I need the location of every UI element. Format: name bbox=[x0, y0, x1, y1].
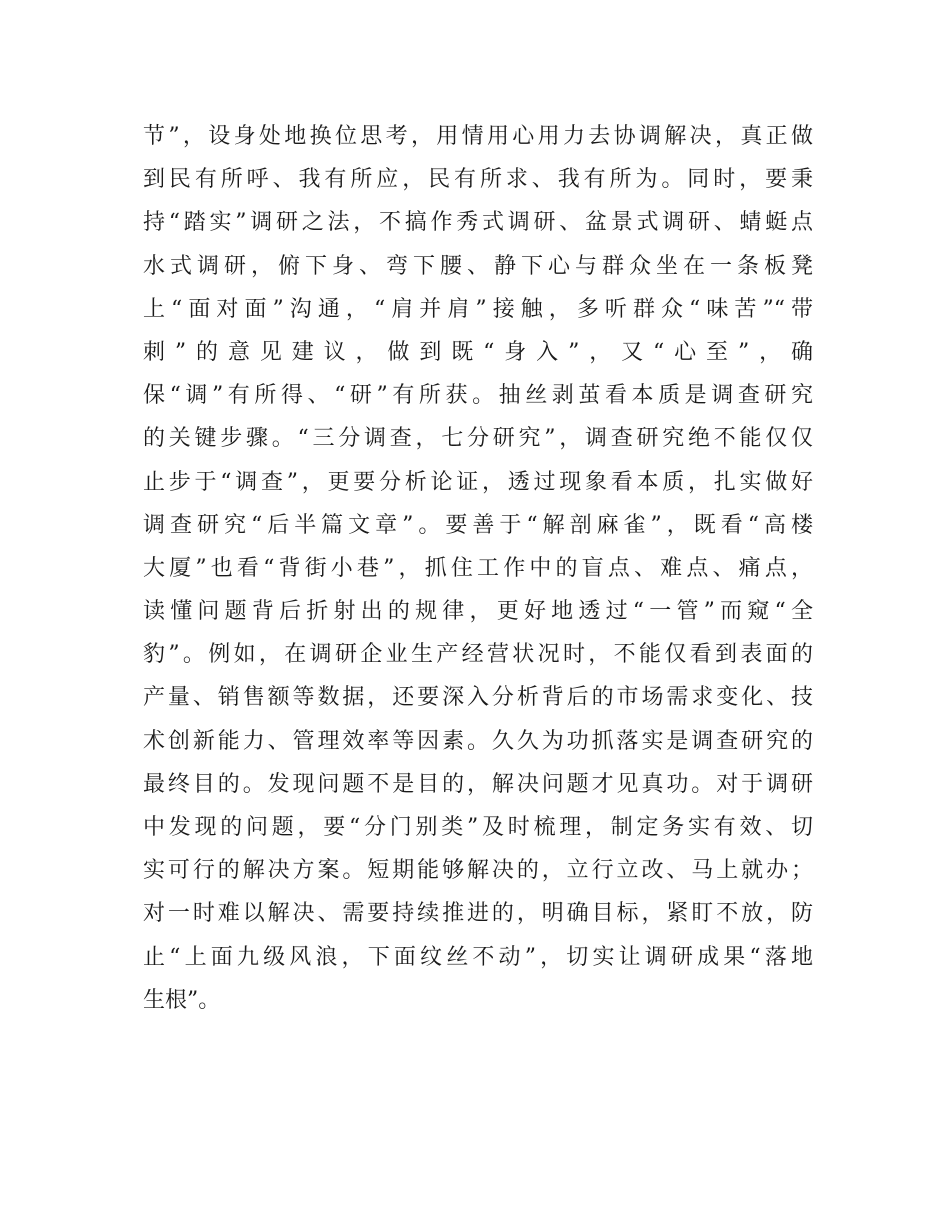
text-line: 节”，设身处地换位思考，用情用心用力去协调解决，真正做 bbox=[143, 124, 813, 149]
body-paragraph bbox=[143, 115, 813, 1022]
text-line: 产量、销售额等数据，还要深入分析背后的市场需求变化、技 bbox=[143, 685, 813, 711]
text-line: 刺”的意见建议，做到既“身入”，又“心至”，确 bbox=[143, 339, 813, 365]
text-line: 水式调研，俯下身、弯下腰、静下心与群众坐在一条板凳 bbox=[143, 253, 813, 279]
text-line: 实可行的解决方案。短期能够解决的，立行立改、马上就办； bbox=[143, 858, 813, 884]
text-line: 豹”。例如，在调研企业生产经营状况时，不能仅看到表面的 bbox=[143, 642, 813, 668]
text-line: 到民有所呼、我有所应，民有所求、我有所为。同时，要秉 bbox=[143, 167, 813, 193]
text-line: 中发现的问题，要“分门别类”及时梳理，制定务实有效、切 bbox=[143, 815, 813, 840]
text-line: 生根”。 bbox=[143, 987, 221, 1013]
text-line: 调查研究“后半篇文章”。要善于“解剖麻雀”，既看“高楼 bbox=[143, 512, 813, 538]
text-line: 的关键步骤。“三分调查，七分研究”，调查研究绝不能仅仅 bbox=[143, 426, 813, 452]
text-line: 止“上面九级风浪，下面纹丝不动”，切实让调研成果“落地 bbox=[143, 944, 813, 970]
text-line: 持“踏实”调研之法，不搞作秀式调研、盆景式调研、蜻蜓点 bbox=[143, 210, 813, 236]
text-line: 保“调”有所得、“研”有所获。抽丝剥茧看本质是调查研究 bbox=[143, 383, 813, 409]
text-line: 最终目的。发现问题不是目的，解决问题才见真功。对于调研 bbox=[143, 771, 813, 797]
text-line: 大厦”也看“背街小巷”，抓住工作中的盲点、难点、痛点， bbox=[143, 555, 813, 581]
text-line: 读懂问题背后折射出的规律，更好地透过“一管”而窥“全 bbox=[143, 599, 813, 625]
text-line: 上“面对面”沟通，“肩并肩”接触，多听群众“味苦”“带 bbox=[143, 296, 813, 322]
text-line: 对一时难以解决、需要持续推进的，明确目标，紧盯不放，防 bbox=[143, 901, 813, 927]
text-line: 止步于“调查”，更要分析论证，透过现象看本质，扎实做好 bbox=[143, 469, 813, 495]
text-line: 术创新能力、管理效率等因素。久久为功抓落实是调查研究的 bbox=[143, 728, 813, 754]
